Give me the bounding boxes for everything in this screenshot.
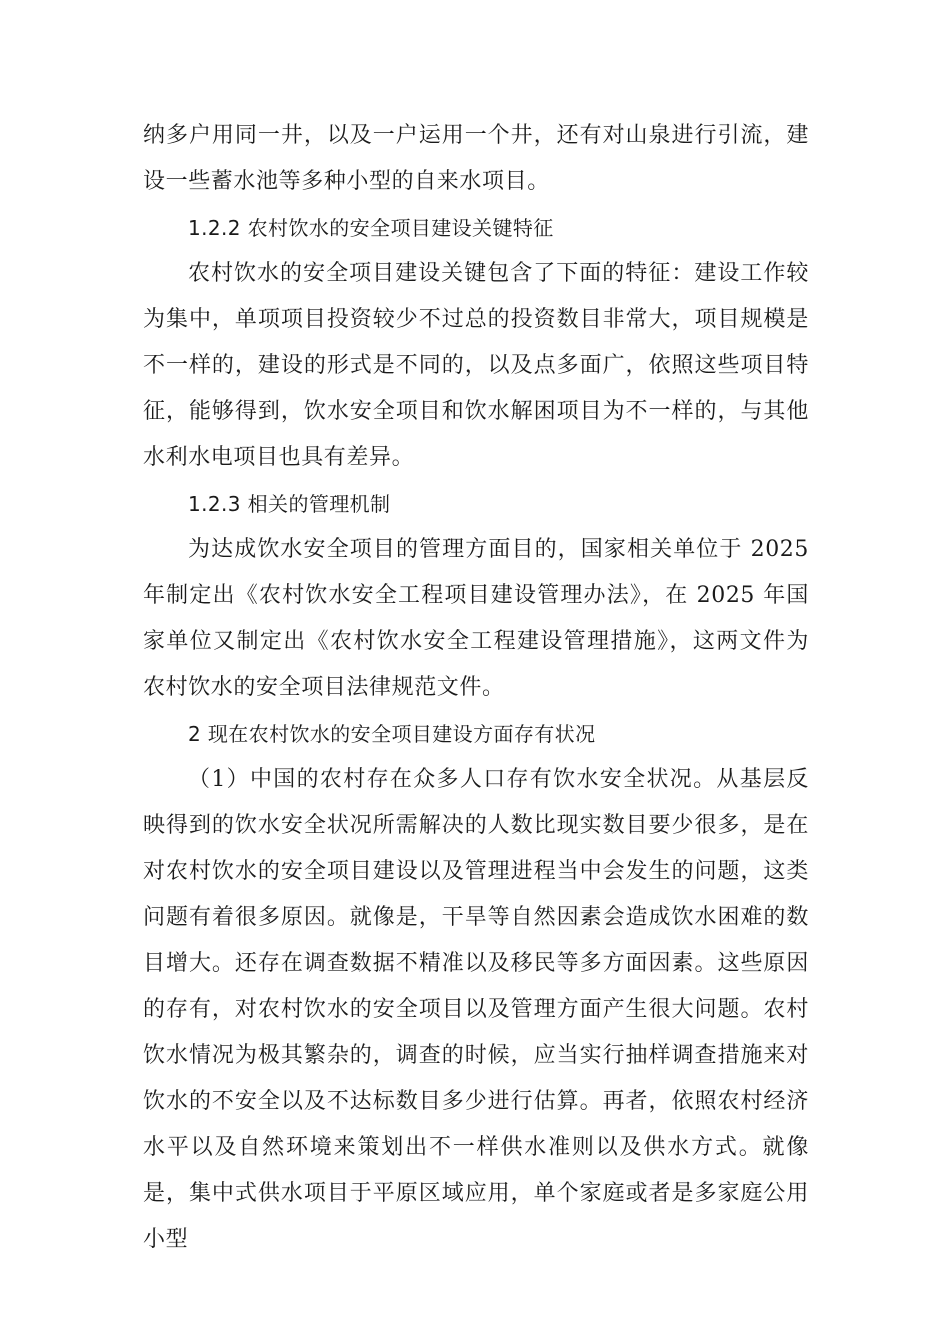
document-body (143, 113, 809, 1263)
paragraph-management-mechanism: 为达成饮水安全项目的管理方面目的，国家相关单位于 2025 年制定出《农村饮水安全工程项目建设管理办法》，在 2025 年国家单位又制定出《农村饮水安全工程建设管理措施》，这两文件为农村饮水的安全项目法律规范文件。 (143, 537, 809, 700)
section-heading-1-2-3: 1.2.3 相关的管理机制 (188, 492, 391, 516)
paragraph-current-status: （1）中国的农村存在众多人口存有饮水安全状况。从基层反映得到的饮水安全状况所需解决的人数比现实数目要少很多，是在对农村饮水的安全项目建设以及管理进程当中会发生的问题，这类问题有着很多原因。就像是，干旱等自然因素会造成饮水困难的数目增大。还存在调查数据不精准以及移民等多方面因素。这些原因的存有，对农村饮水的安全项目以及管理方面产生很大问题。农村饮水情况为极其繁杂的，调查的时候，应当实行抽样调查措施来对饮水的不安全以及不达标数目多少进行估算。再者，依照农村经济水平以及自然环境来策划出不一样供水准则以及供水方式。就像是，集中式供水项目于平原区域应用，单个家庭或者是多家庭公用小型 (143, 767, 809, 1252)
section-heading-1-2-2: 1.2.2 农村饮水的安全项目建设关键特征 (188, 216, 554, 240)
section-heading-2: 2 现在农村饮水的安全项目建设方面存有状况 (188, 722, 596, 746)
paragraph-continued: 纳多户用同一井，以及一户运用一个井，还有对山泉进行引流，建设一些蓄水池等多种小型的自来水项目。 (143, 123, 809, 194)
paragraph-key-features: 农村饮水的安全项目建设关键包含了下面的特征：建设工作较为集中，单项项目投资较少不过总的投资数目非常大，项目规模是不一样的，建设的形式是不同的，以及点多面广，依照这些项目特征，能够得到，饮水安全项目和饮水解困项目为不一样的，与其他水利水电项目也具有差异。 (143, 261, 809, 470)
